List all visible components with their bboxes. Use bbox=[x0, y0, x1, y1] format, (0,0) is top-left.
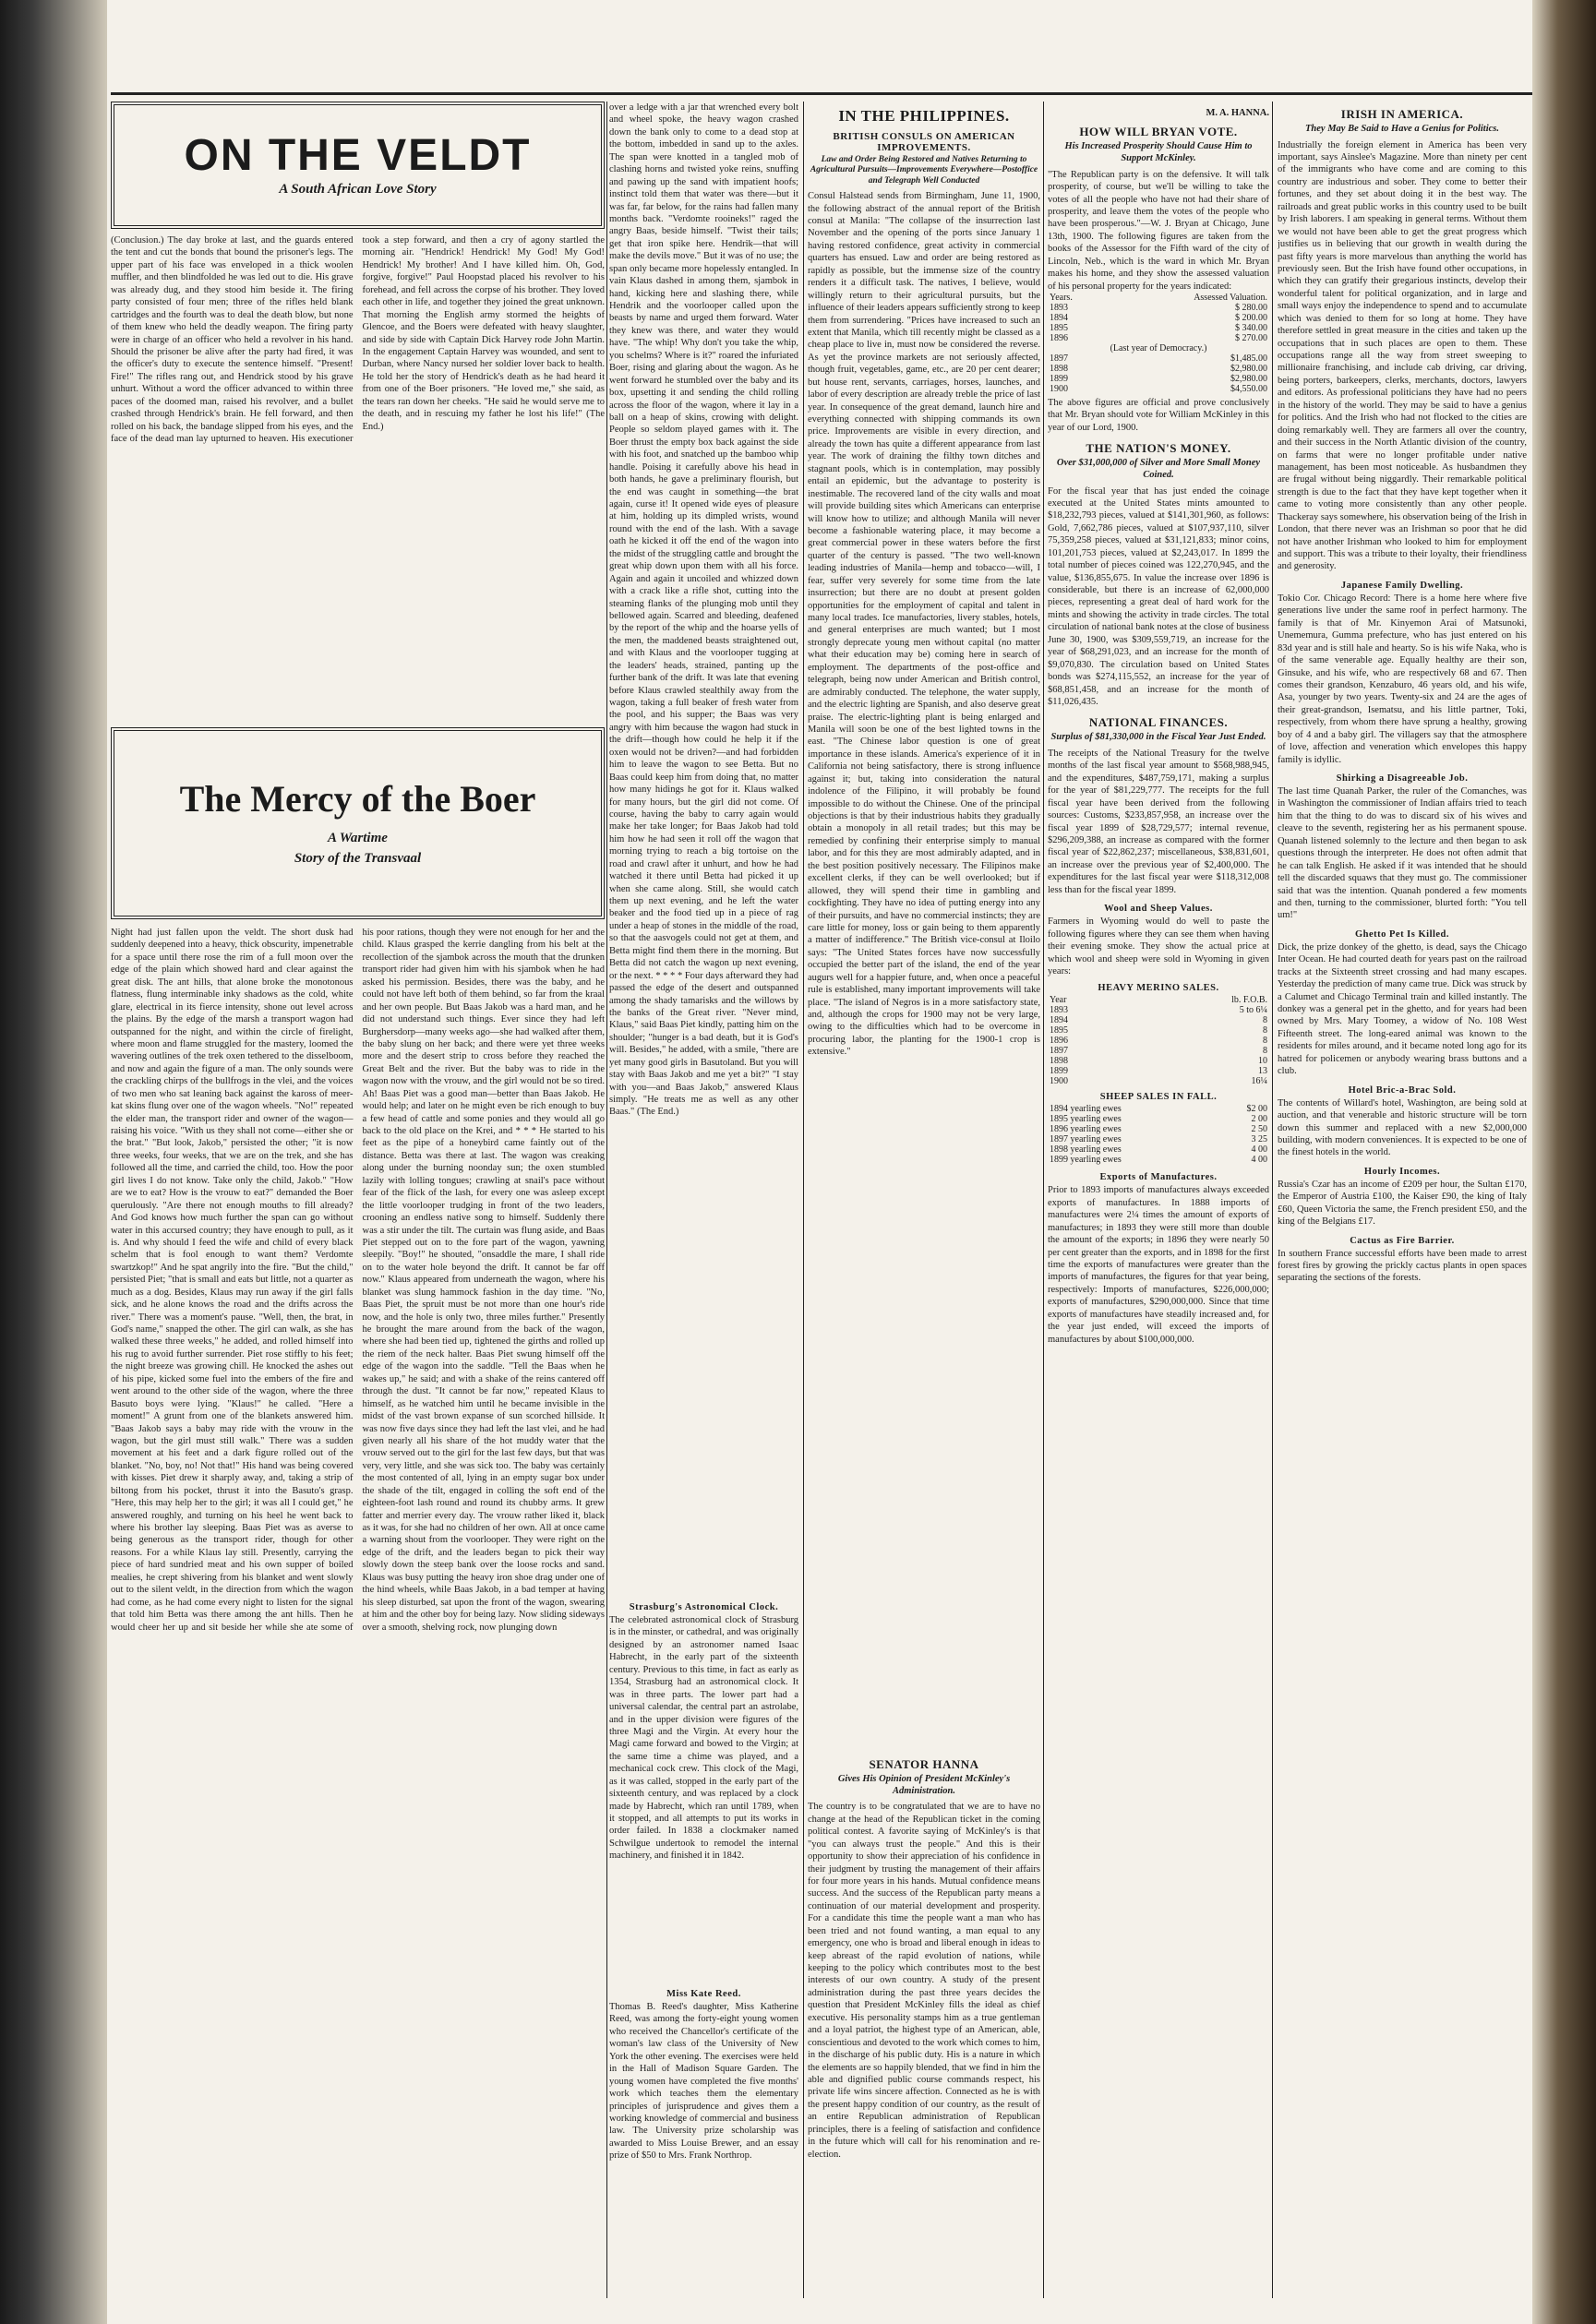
boer-subtitle-1: A Wartime bbox=[328, 830, 388, 845]
table-cell: 1894 yearling ewes bbox=[1050, 1104, 1122, 1115]
bryan-text: "The Republican party is on the defensive. It will talk prosperity, of course, but we'll be willing to take the votes of all the people who have not had their share of prosperity, and leave them the votes of the people who have been prosperous."—W. J. Bryan at Chicago, June 13th, 1900. The following figures are taken from the books of the Assessor for the Fifth ward of the city of Lincoln, Neb., which is the ward in which Mr. Bryan makes his home, and they show the assessed valuation of his personal property for the years indicated: bbox=[1048, 169, 1269, 292]
bryan-valuation-table bbox=[1048, 293, 1269, 394]
exports-text: Prior to 1893 imports of manufactures always exceeded exports of manufactures. In 1888 imports of manufactures were 2¼ times the amount of exports of manufactures; in 1893 they were still more than double the amount of the exports; in 1896 they were nearly 50 per cent greater than the exports, and in 1898 for the first time the exports of manufactures were greater than the imports of manufactures, the figures for that year being, respectively: Imports of manufactures, $226,000,000; exports of manufactures, $290,000,000. Since that time exports of manufactures have steadily increased and, for the year just ended, will exceed the imports of manufactures by about $100,000,000. bbox=[1048, 1185, 1269, 1345]
table-cell: 1898 yearling ewes bbox=[1050, 1144, 1122, 1156]
bryan-deck: His Increased Prosperity Should Cause Him to Support McKinley. bbox=[1064, 141, 1253, 164]
table-cell: 16¼ bbox=[1251, 1076, 1267, 1087]
table-cell: $ 340.00 bbox=[1235, 323, 1267, 333]
bryan-mid-note: (Last year of Democracy.) bbox=[1110, 343, 1207, 353]
table-cell: 1899 bbox=[1050, 374, 1068, 384]
col-divider-3 bbox=[1043, 102, 1044, 2298]
boer-subtitle-2: Story of the Transvaal bbox=[294, 850, 422, 866]
table-cell: 1897 yearling ewes bbox=[1050, 1134, 1122, 1145]
table-cell: 1897 bbox=[1050, 353, 1068, 364]
boer-header-box bbox=[111, 727, 605, 919]
table-cell: 1893 bbox=[1050, 303, 1068, 313]
table-cell: 1896 bbox=[1050, 1036, 1068, 1047]
table-cell: Year bbox=[1050, 995, 1067, 1006]
table-cell: 8 bbox=[1263, 1036, 1267, 1047]
table-cell: 1895 bbox=[1050, 1025, 1068, 1036]
boer-text: Night had just fallen upon the veldt. The short dusk had suddenly deepened into a heavy, thick obscurity, impenetrable for a space until there rose the rim of a full moon over the edge of the plain which showed hard and clear against the great disk. The ant hills, that alone broke the monotonous flatness, flung interminable inky shadows as the cold, white glare, electrical in its fierce intensity, shone out level across the plains. By the edge of the marsh a transport wagon had outspanned for the night, and within the circle of firelight, where moon and flame struggled for the mastery, loomed the wavering outlines of the trek oxen tethered to the disselboom, and now and again the figure of a man. The only sounds were the crackling chirps of the bullfrogs in the vlei, and the voices of two men who sat leaning back against the kaross of meer-kat skins flung over one of the wagon wheels. "No!" repeated the elder man, the transport rider and owner of the wagon—raising his voice. "With us they shall not come—either she or the brat." "But look, Jakob," persisted the other; "it is now three weeks, four weeks, that we are on the trek, and she has followed all the time, and carried the child, too. How the poor girl lives I do not know. Take only the child, Jakob." "How are we to eat? How is the vrouw to eat?" demanded the Boer querulously. "Are there not enough mouths to fill already? And God knows how much further the span can go without water in this accursed country; they have enough to pull, as it is. And why should I feed the wife and child of every black schelm that is fool enough to want them? Verdomte swartzkop!" And he spat angrily into the fire. "But the child," persisted Piet; "that is small and eats but little, not a quarter as much as a dog. Besides, Klaus may run away if the girl falls sick, and he alone knows the road and the drifts across the river." There was a moment's pause. "Well, then, the brat, in God's name," snapped the other. The girl can walk, as she has walked these three weeks," he added, and rolled himself into his rug to avoid further surrender. Piet rose stiffly to his feet; the night breeze was growing chill. He knocked the ashes out of his pipe, kicked some fuel into the embers of the fire and went around to the other side of the wagon, where the three Basuto boys were lying. "Klaus!" he called. "Here a moment!" A grunt from one of the blankets answered him. "Baas Jakob says a baby may ride with the vrouw in the wagon, but the girl must still walk." There was a sudden movement at his feet and a dark figure rolled out of the blanket. "No, boy, no! Not that!" His hand was being covered with kisses. Piet drew it sharply away, and, taking a strip of biltong from his pocket, thrust it into the Basuto's grasp. "Here, this may help her to the girl; it was all I could get," he answered roughly, and turning on his heel he went back to where his brother lay sleeping. Baas Piet was as averse to being generous as the transport rider, though for other reasons. For a while Klaus lay still. Presently, carrying the piece of hard sundried meat and his own supper of boiled mealies, he crept shivering from his blanket and went slowly out to the silent veldt, in the direction from which the wagon had come, as he had come every night to listen for the signal that told him Betta was there among the ant hills. Then he would cheer her up and sit beside her while she ate some of his poor rations, though they were not enough for her and the child. Klaus grasped the kerrie dangling from his belt at the recollection of the sjambok across the mouth that the drunken transport rider had given him with his sjambok when he had asked his permission. Besides, there was the baby, and he could not have left both of them behind, so far from the kraal and her own people. But Baas Jakob was a hard man, and he did not understand such things. Ever since they had left Burghersdorp—many weeks ago—she had walked after them, the baby slung on her back; and there were yet three weeks more and the desert strip to cross before they reached the Great Belt and the river. But the baby was to ride in the wagon now with the vrouw, and the girl would not be so tired. Ah! Baas Piet was a good man—better than Baas Jakob. He would help; and later on he might even be rich enough to buy a few head of cattle and some ponies and they would all go back to the old place on the Krei, and * * * He started to his feet as the pipe of a honeybird came faintly out of the distance. Betta was there at last. The wagon was creaking along under the burning noonday sun; the oxen stumbled lazily with lolling tongues; crawling at snail's pace without fear of the flick of the lash, for every one was asleep except the little voorlooper trudging in front of the two leaders, crooning an endless native song to himself. Suddenly there was a stir under the tilt. The curtain was flung aside, and Baas Piet stepped out on to the fore part of the wagon, yawning sleepily. "Boy!" he shouted, "onsaddle the mare, I shall ride on to the water hole beyond the drift. It cannot be far off now." Klaus appeared from underneath the wagon, where his blanket was slung hammock fashion in the day time. "No, Baas Piet, the spruit must be not more than one hour's ride now, and the hole is only two, three miles further." Presently he brought the mare around from the back of the wagon, where she had been tied up, tightened the girths and rolled up the riem of the neck halter. Baas Piet swung himself off the edge of the wagon into the saddle. "Tell the Baas when he wakes up," he said; and with a shake of the reins cantered off through the dust. "It cannot be far now," repeated Klaus to himself, as he watched him until he became invisible in the midst of the vast brown expanse of sun scorched hillside. It was now five days since they had left the last vlei, and he had given nearly all his share of the hot muddy water that the vrouw served out to the girl for the last few days, but that was very, very little, and she was sick too. The baby was certainly the most contented of all, lying in an empty sugar box under the shade of the tilt, engaged in colling the soft end of the eighteen-foot lash round and round its chubby arms. It grew fatter and merrier every day. The vrouw rather liked it, black as it was, for she had no children of her own. All at once came a warning shout from the voorlooper. They were right on the edge of the drift, and the leaders began to pick their way slowly down the steep bank over the loose rocks and sand. Klaus was busy putting the heavy iron shoe drag under one of the hind wheels, while Baas Jakob, in a bad temper at having his sleep disturbed, sat upon the front of the wagon, swearing at him and the other boy for being lazy. Now sliding sideways over a smooth, shelving rock, now plunging down bbox=[111, 928, 605, 1633]
bryan-title: HOW WILL BRYAN VOTE. bbox=[1079, 125, 1238, 139]
table-cell: 1897 bbox=[1050, 1046, 1068, 1057]
scan-edge-right bbox=[1532, 0, 1596, 2324]
wool-heading-2: SHEEP SALES IN FALL. bbox=[1099, 1092, 1218, 1103]
exports-title: Exports of Manufactures. bbox=[1099, 1172, 1218, 1183]
finances-deck: Surplus of $81,330,000 in the Fiscal Year Just Ended. bbox=[1050, 732, 1266, 743]
wool-title: Wool and Sheep Values. bbox=[1104, 904, 1213, 915]
table-cell: $ 280.00 bbox=[1235, 303, 1267, 313]
table-cell: $ 200.00 bbox=[1235, 313, 1267, 323]
hotel-text: The contents of Willard's hotel, Washington, are being sold at auction, and that venerable and historic structure will be torn down this summer and replaced with a new $2,000,000 building, with modern conveniences. It is expected to be one of the finest hotels in the world. bbox=[1278, 1097, 1527, 1158]
veldt-title: ON THE VELDT bbox=[184, 130, 532, 180]
column-5 bbox=[1278, 102, 1527, 2298]
table-cell: 1899 bbox=[1050, 1066, 1068, 1077]
table-cell: 1900 bbox=[1050, 384, 1068, 394]
wool-heading-1: HEAVY MERINO SALES. bbox=[1098, 983, 1219, 994]
table-cell: 1899 yearling ewes bbox=[1050, 1155, 1122, 1166]
philippines-subtitle: BRITISH CONSULS ON AMERICAN IMPROVEMENTS. bbox=[833, 131, 1015, 153]
ghetto-text: Dick, the prize donkey of the ghetto, is dead, says the Chicago Inter Ocean. He had courted death for years past on the railroad tracks at the Sixteenth street crossing and had many escapes. Yesterday the prediction of many came true. Dick was struck by a Calumet and Chicago Terminal train and killed instantly. The donkey was a general pet in the ghetto, and for years had been owned by Mrs. Mary Toomey, a widow of No. 108 West Fifteenth street. The long-eared animal was known to the residents for miles around, and it became noted long ago for its hatred for policemen or anybody wearing brass buttons and a club. bbox=[1278, 941, 1527, 1077]
table-cell: $4,550.00 bbox=[1230, 384, 1267, 394]
shirk-title: Shirking a Disagreeable Job. bbox=[1336, 773, 1469, 785]
merino-table bbox=[1048, 995, 1269, 1086]
reed-text: Thomas B. Reed's daughter, Miss Katherine Reed, was among the forty-eight young women who received the Chancellor's certificate of the woman's law class of the University of New York the other evening. The exercises were held in the Hall of Madison Square Garden. The young women have completed the five months' work which teaches them the elementary principles of jurisprudence and gives them a working knowledge of commercial and business law. The University prize scholarship was awarded to Miss Louise Brewer, and an essay prize of $50 to Mrs. Frank Northrop. bbox=[609, 2002, 798, 2162]
hourly-title: Hourly Incomes. bbox=[1363, 1166, 1441, 1177]
sheep-table bbox=[1048, 1104, 1269, 1165]
table-cell: 8 bbox=[1263, 1015, 1267, 1026]
clock-text: The celebrated astronomical clock of Strasburg is in the minster, or cathedral, and was originally designed by an astronomer named Isaac Habrecht, in the early part of the sixteenth century. Previous to this time, in fact as early as 1354, Strasburg had an astronomical clock. It was in three parts. The lower part had a universal calendar, the central part an astrolabe, and in the upper division were figures of the three Magi and the Virgin. At every hour the Magi came forward and bowed to the Virgin; at the same time a chime was played, and a mechanical cock crew. This clock of the Magi, as it was called, stopped in the early part of the sixteenth century, and was replaced by a clock made by Habrecht, which ran until 1789, when it stopped, and all attempts to put its works in order failed. In 1838 a clockmaker named Schwilgue undertook to remodel the internal machinery, and finished it in 1842. bbox=[609, 1615, 798, 1862]
clock-heading: Strasburg's Astronomical Clock. bbox=[629, 1602, 779, 1612]
hanna-deck: Gives His Opinion of President McKinley's Administration. bbox=[837, 1774, 1011, 1796]
veldt-header-box bbox=[111, 102, 605, 229]
table-cell: 1895 bbox=[1050, 323, 1068, 333]
reed-heading: Miss Kate Reed. bbox=[666, 1989, 741, 1999]
finances-title: NATIONAL FINANCES. bbox=[1088, 715, 1229, 730]
finances-text: The receipts of the National Treasury for the twelve months of the last fiscal year amount to $568,988,945, and the expenditures, $487,759,171, making a surplus for the year of $81,229,777. The receipts for the full fiscal year have been derived from the following sources: Customs, $233,857,958, an increase over the fiscal year 1899 of $28,729,577; internal revenue, $296,209,388, an increase as compared with the former fiscal year of $22,862,237; miscellaneous, $38,831,601, an increase over the previous year of $2,400,000. The expenditures for the last fiscal year were $118,312,008 less than for the fiscal year 1899. bbox=[1048, 748, 1269, 895]
money-title: THE NATION'S MONEY. bbox=[1086, 441, 1231, 456]
table-cell: $2,980.00 bbox=[1230, 364, 1267, 374]
table-cell: 1900 bbox=[1050, 1076, 1068, 1087]
table-cell: $2 00 bbox=[1246, 1104, 1267, 1115]
table-cell: 3 25 bbox=[1251, 1134, 1267, 1145]
table-cell: 1895 yearling ewes bbox=[1050, 1114, 1122, 1125]
ghetto-title: Ghetto Pet Is Killed. bbox=[1354, 928, 1450, 940]
philippines-deck: Law and Order Being Restored and Natives Returning to Agricultural Pursuits—Improvements Everywhere—Postoffice and Telegraph Well Conducted bbox=[810, 155, 1038, 186]
japan-text: Tokio Cor. Chicago Record: There is a home here where five generations live under the same roof in perfect harmony. The family is that of Mr. Kinyemon Arai of Matsunoki, Unememura, Gumma prefecture, who has just entered on his 83d year and is still hale and hearty. So is his wife Naka, who is of the same venerable age. Equally healthy are their son, Ginsuke, and his wife, who are respectively 68 and 67. Then comes their grandson, Kenzaburo, 46 years old, and his wife, Asa, younger by two years. Twenty-six and 24 are the ages of their great-grandson, Isematsu, and his little partner, Toki, respectively, from whom there have sprung a healthy, growing boy of 4 and a baby girl. The villagers say that the atmosphere of love, affection and veneration which envelopes this happy family is idyllic. bbox=[1278, 593, 1527, 765]
table-cell: 1893 bbox=[1050, 1005, 1068, 1016]
table-cell: 4 00 bbox=[1251, 1144, 1267, 1156]
cactus-text: In southern France successful efforts have been made to arrest forest fires by growing the prickly cactus plants in open spaces separating the sections of the forests. bbox=[1278, 1248, 1527, 1284]
column-1 bbox=[111, 102, 605, 2298]
table-cell: 1898 bbox=[1050, 364, 1068, 374]
col-divider-4 bbox=[1272, 102, 1273, 2298]
veldt-text: (Conclusion.) The day broke at last, and the guards entered the tent and cut the bonds that bound the prisoner's legs. The upper part of his face was enveloped in a thick woolen muffler, and then blindfolded he was led out to die. His grave was already dug, and they stood him beside it. The firing party consisted of four men; three of the rifles held blank cartridges and the fourth was to deal the death blow, but none of them knew who held the deadly weapon. The firing party were in charge of an officer who held a revolver in his hand. Should the prisoner be alive after the party had fired, it was the officer's duty to execute the sentence himself. "Present! Fire!" The rifles rang out, and Hendrick stood by his grave unhurt. Without a word the officer advanced to within three paces of the doomed man, raised his revolver, and a bullet crashed through Hendrick's brain. He fell forward, and then rolled on his back, the bandage slipped from his eyes, and the face of the dead man lay upturned to heaven. His executioner took a step forward, and then a cry of agony startled the morning air. "Hendrick! Hendrick! My God! My God! Hendrick! My brother! And I have killed him. Oh, God, forgive, forgive!" Paul Hoopstad placed his revolver to his forehead, and fell across the corpse of his brother. They loved each other in life, and together they joined the great unknown. That morning the English army stormed the heights of Glencoe, and the Boers were defeated with heavy slaughter, and side by side with Captain Dick Harvey rode John Martin. In the engagement Captain Harvey was wounded, and sent to Durban, where Nancy nursed her soldier lover back to health. He told her the story of Hendrick's death as he had heard it from one of the Boer prisoners. "He loved me," she said, as the tears ran down her cheeks. "He said he would serve me to the death, and in rescuing my father he lost his life!" (The End.) bbox=[111, 235, 605, 444]
table-cell: $ 270.00 bbox=[1235, 333, 1267, 343]
shirk-text: The last time Quanah Parker, the ruler of the Comanches, was in Washington the commissioner of Indian affairs tried to teach him that the thing to do was to discard six of his wives and cleave to the seventh, registering her as his permanent spouse. Quanah listened solemnly to the lecture and then began to ask questions through the interpreter. He does not often admit that he can talk English. He asked if it was intended that he should tell the discarded squaws that they must go. The commissioner said that was the intention. Quanah pondered a few moments and then, turning to the commissioner, blurted forth: "You tell um!" bbox=[1278, 786, 1527, 921]
bryan-after-text: The above figures are official and prove conclusively that Mr. Bryan should vote for William McKinley in this year of our Lord, 1900. bbox=[1048, 398, 1269, 433]
bryan-col-years: Years. bbox=[1050, 293, 1073, 303]
table-cell: 1896 yearling ewes bbox=[1050, 1124, 1122, 1135]
table-cell: 10 bbox=[1258, 1056, 1267, 1067]
hanna-text: The country is to be congratulated that we are to have no change at the head of the Republican ticket in the coming political contest. A favorite saying of McKinley's is that "you can always trust the people." And this is their opportunity to show their appreciation of his confidence in their judgment by trusting the management of their affairs for four more years in his hands. Mutual confidence means success. And the success of the Republican party means a continuation of our material development and prosperity. For a candidate this time the people want a man who has been tried and not found wanting, a man equal to any emergency, one who is broad and liberal enough in ideas to keep abreast of the rapid evolution of nations, while keeping to the policy which contributes most to the best interests of our own country. A study of the present administration during the past three years decides the question that President McKinley fills the ideal as chief executive. His personality stamps him as a true gentleman and a loyal patriot, the highest type of an American, able, conscientious and devoted to the work which comes to him, in the discharge of his public duty. His is a nature in which the elements are so happily blended, that we find in him the able and dignified public course commands respect, his private life wins sincere affection. Connected as he is with the present happy condition of our country, as the result of an entire Republican administration of Republican principles, there is a feeling of satisfaction and confidence in the future which will call for his renomination and re-election. bbox=[808, 1802, 1040, 2160]
money-deck: Over $31,000,000 of Silver and More Small Money Coined. bbox=[1056, 458, 1261, 480]
col-divider-2 bbox=[803, 102, 804, 2298]
table-cell: 13 bbox=[1258, 1066, 1267, 1077]
table-cell: 5 to 6¼ bbox=[1239, 1005, 1267, 1016]
table-cell: 8 bbox=[1263, 1025, 1267, 1036]
table-cell: 1894 bbox=[1050, 1015, 1068, 1026]
table-cell: $2,980.00 bbox=[1230, 374, 1267, 384]
cactus-title: Cactus as Fire Barrier. bbox=[1350, 1235, 1455, 1246]
table-cell: 2 50 bbox=[1251, 1124, 1267, 1135]
japan-title: Japanese Family Dwelling. bbox=[1340, 580, 1464, 591]
table-cell: 4 00 bbox=[1251, 1155, 1267, 1166]
table-cell: lb. F.O.B. bbox=[1231, 995, 1267, 1006]
col-divider-1 bbox=[606, 102, 607, 2298]
irish-deck: They May Be Said to Have a Genius for Politics. bbox=[1305, 124, 1499, 134]
table-cell: 1896 bbox=[1050, 333, 1068, 343]
column-4 bbox=[1048, 102, 1269, 2298]
table-cell: 2 00 bbox=[1251, 1114, 1267, 1125]
money-text: For the fiscal year that has just ended the coinage executed at the United States mints amounted to $18,232,793 pieces, valued at $141,301,960, as follows: Gold, 7,662,786 pieces, valued at $107,937,110, silver 75,359,258 pieces, valued at $31,121,833; minor coins, 101,201,753 pieces, valued at $2,243,017. In 1899 the total number of pieces coined was 122,270,945, and the value, $136,855,675. In value the increase over 1896 is considerable, but there is an increase of 62,000,000 pieces, representing a great deal of hard work for the mints and showing the activity in trade circles. The total circulation of national bank notes at the close of business June 30, 1900, was $309,559,719, an increase for the year of $68,291,023, and an increase for the month of $9,070,830. The circulation based on United States bonds was $274,115,552, an increase for the year of $68,851,458, and an increase for the month of $11,026,435. bbox=[1048, 485, 1269, 707]
table-cell: 8 bbox=[1263, 1046, 1267, 1057]
table-cell: 1898 bbox=[1050, 1056, 1068, 1067]
boer-continued-text: over a ledge with a jar that wrenched every bolt and wheel spoke, the heavy wagon crashed down the bank only to come to a dead stop at the bottom, imbedded in sand up to the axles. The span were knotted in a tangled mob of clashing horns and twisted yoke reins, snuffing and pawing up the sand with impatient hoofs; instinct told them that water was there—but it was far, far below, for the rains had fallen many months back. "Verdomte rooineks!" raged the angry Baas, beside himself. "Twist their tails; get that iron spike here. Hendrik—that will make the devils move." But it was of no use; the span only became more hopelessly entangled. In vain Klaus dashed in among them, sjambok in hand, kicking here and slashing there, while Hendrik and the voorlooper called upon the beasts by name and urged them forward. Water they knew was there, and water they would have. "The whip! Why don't you take the whip, you schelms? Where is it?" roared the infuriated Boer, rising and glaring about the wagon. As he went forward he stumbled over the baby and its box, upsetting it and sending the child rolling across the floor of the wagon, where it lay in a ball on a heap of skins, crowing with delight. People so seldom played games with it. The Boer thrust the empty box back against the side with his foot, and snatched up the bamboo whip handle. Poising it carefully above his head in both hands, he gave a preliminary flourish, but the end was caught in something—the brat again, curse it! It opened wide eyes of pleasure at him, holding up its dimpled wrists, wound round with the end of the lash. With a savage oath he kicked it off the end of the wagon into the midst of the struggling cattle and brought the great whip down upon them with all his force. Again and again it uncoiled and whizzed down with a crack like a rifle shot, cutting into the steaming flanks of the plunging mob until they bellowed again. Scarred and bleeding, deafened by the report of the whip and the hoarse yells of the men, the maddened beasts straightened out, and with Klaus and the voorlooper tugging at the leaders' heads, strained, panting up the further bank of the drift. It was late that evening before Klaus crawled stealthily away from the wagon, taking a full beaker of fresh water from the pool, and his supper; the Baas was very angry with him because the wagon had stuck in the drift—though how could he help it if the oxen would not be driven?—and had forbidden him to leave the wagon to see Betta. But no Baas could keep him from doing that, no matter how many hidings he got for it. Klaus walked for many hours, but the girl did not come. Of course, having the baby to carry again would make her take longer; for Baas Jakob had told him how he had seen it roll off the wagon that morning trying to reach a big tortoise on the road and crawl after it unhurt, and how he had watched it there until Betta had picked it up when she came along. Still, she would catch them up next evening, and he left the water beaker and the food tied up in a piece of rag under a heap of stones in the middle of the road, so that the aasvogels could not get at them, and Betta might find them there in the morning. But Betta did not catch the wagon up next evening, or the next. * * * * Four days afterward they had passed the edge of the desert and outspanned among the shady tamarisks and the willows by the banks of the Great river. "Never mind, Klaus," said Baas Piet kindly, patting him on the shoulder; "hunger is a bad death, but it is God's will. Besides," he added, with a smile, "there are yet many good girls in Basutoland. But you will stay with Baas Jakob and me yet a bit?" "I stay with you—and Baas Jakob," answered Klaus simply. "He treats me as well as any other Baas." (The End.) bbox=[609, 102, 798, 1118]
wool-text: Farmers in Wyoming would do well to paste the following figures where they can see them when having their evening smoke. They show the actual price at which wool and sheep were sold in Wyoming in given years: bbox=[1048, 916, 1269, 976]
top-rule bbox=[111, 92, 1532, 95]
hotel-title: Hotel Bric-a-Brac Sold. bbox=[1348, 1084, 1457, 1096]
philippines-title: IN THE PHILIPPINES. bbox=[838, 107, 1010, 125]
table-cell: $1,485.00 bbox=[1230, 353, 1267, 364]
column-2 bbox=[609, 102, 798, 2298]
bryan-col-val: Assessed Valuation. bbox=[1194, 293, 1267, 303]
irish-title: IRISH IN AMERICA. bbox=[1340, 107, 1464, 121]
philippines-text: Consul Halstead sends from Birmingham, June 11, 1900, the following abstract of the annual report of the British consul at Manila: "The collapse of the insurrection last November and the opening of the ports since January 1 having restored confidence, great activity in commercial quarters has ensued. Law and order are being restored as rapidly as possible, but the immense size of the country renders it a difficult task. The natives, I believe, would willingly return to their agricultural pursuits, but the influence of their leaders appears sufficiently strong to keep them from surrendering. "Prices have increased to such an extent that Manila, which till recently might be classed as a cheap place to live in, must now be considered the reverse. As yet the province markets are not seriously affected, though fruit, vegetables, game, etc., are 20 per cent dearer; but house rent, servants, carriages, horses, launches, and labor of every description are already treble the price of last year. In consequence of the great demand, launch hire and everything connected with shipping commands its own price. Improvements are visible in every direction, and already the town has quite a different appearance from last year. The work of draining the filthy town ditches and stagnant pools, which is in contemplation, may possibly entail an epidemic, but the advantage to posterity is inestimable. The recovered land of the city walls and moat will provide building sites which Americans can enterprise will know how to utilize; and although Manila will never become a fashionable watering place, it may become a great commercial power in these waters before the first quarter of the century is passed. "The two well-known leading industries of Manila—hemp and tobacco—will, I fear, suffer very severely for some time from the late insurrection; but there are no doubt at present golden opportunities for the employment of capital and talent in many local trades. Ice manufactories, livery stables, hotels, and general enterprises are much wanted; but I most strongly deprecate young men without capital (no matter what their education may be) coming here in search of employment. The departments of the post-office and telegraph, being now under American and British control, are admirably conducted. The telephone, the water supply, and the electric lighting are Spanish, and also deserve great praise. The electric-lighting plant is being enlarged and Manila will soon be one of the best lighted towns in the east. "The Chinese labor question is one of great importance in these islands. America's experience of it in California not being satisfactory, there is strong influence against it; but, taking into consideration the natural indolence of the Filipino, it will probably be found impossible to do without the Chinese. One of the principal objections is that by their industrious habits they gradually obtain a monopoly in all retail trades; but this may be remedied by confining their enterprise simply to manual labor, and for this they are most admirably adapted, and in the best position positively necessary. The Filipinos make excellent clerks, if they can be well overlooked; but if allowed, they will spend their time in gambling and cockfighting. They have no idea of putting energy into any of their pursuits, and have no commercial instincts; they are care little for money, loss or gain being to them apparently a matter of indifference." The British vice-consul at Iloilo says: "The United States forces have now successfully occupied the better part of the island, the end of the year augurs well for a happier future, and, when once a peaceful rule is established, many important improvements will take place. "The island of Negros is in a more satisfactory state, and, although the crops for 1900 may not be very large, owing to the difficulties which had to be overcome in procuring labor, the planting for the 1900-1 crop is extensive." bbox=[808, 191, 1040, 1058]
irish-text: Industrially the foreign element in America has been very important, says Ainslee's Magazine. More than ninety per cent of the immigrants who have come and are coming to this country are industrious and sober. They come to better their fortunes, and they set about doing it in the best way. The railroads and great public works in this country used to be built by Irish laborers. I am speaking in general terms. Without them we would not have been able to get the great progress which justifies us in believing that our growth in wealth during the past fifty years is more marvelous than anything the world has previously seen. But the Irish have found other occupations, in which they can gratify their gregarious instincts, develop their wonderful talent for political organization, and in large and small ways enjoy the independence to spend and to accumulate which was denied to them for so long at home. They have therefore settled in great measure in the cities and taken up the occupations that in such places are open to them. These occupations range all the way from street sweeping to millionaire franchising, and include cab driving, car driving, being porters, barkeepers, clerks, merchants, doctors, lawyers and editors. As professional politicians they have had no peers in the history of the world. They may be said to have a genius for politics. And the Irish who had not flocked to the cities are doing remarkably well. They are farmers all over the country, and their success in the North Atlantic division of the country, on farms that were no longer profitable under native management, has been most noticeable. As husbandmen they are frugal without being niggardly. Their remarkable political strength is due to the fact that they have kept together when it came to voting more consistently than any other people. Thackeray says somewhere, his observation being of the Irish in London, that there never was an Irishman so poor that he did not have another Irishman who looked to him for employment and support. This was a tribute to their loyalty, their friendliness and generosity. bbox=[1278, 139, 1527, 572]
table-cell: 1894 bbox=[1050, 313, 1068, 323]
column-3 bbox=[808, 102, 1040, 2298]
scan-edge-left bbox=[0, 0, 107, 2324]
hanna-signature: M. A. HANNA. bbox=[1206, 108, 1269, 118]
veldt-subtitle: A South African Love Story bbox=[279, 181, 437, 197]
hourly-text: Russia's Czar has an income of £209 per hour, the Sultan £170, the Emperor of Austria £100, the Kaiser £90, the king of Italy £60, Queen Victoria the same, the French president £50, and the king of the Belgians £17. bbox=[1278, 1179, 1527, 1228]
boer-title: The Mercy of the Boer bbox=[179, 777, 536, 820]
hanna-title: SENATOR HANNA bbox=[869, 1757, 979, 1772]
